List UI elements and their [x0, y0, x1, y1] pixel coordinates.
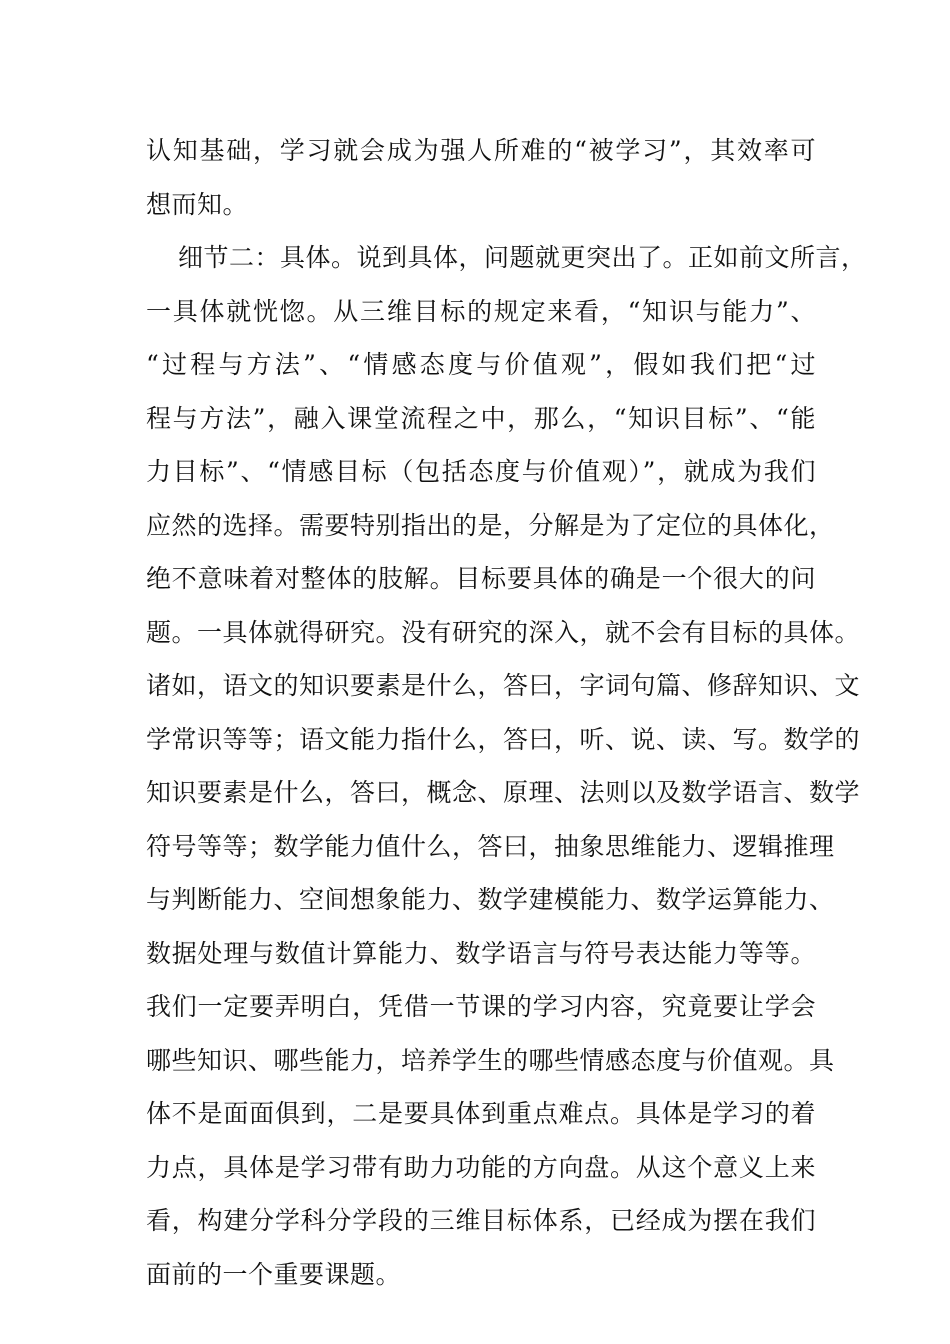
text-line: 知识要素是什么，答曰，概念、原理、法则以及数学语言、数学	[146, 778, 861, 807]
text-line: 数据处理与数值计算能力、数学语言与符号表达能力等等。	[146, 938, 816, 968]
text-line: 符号等等；数学能力值什么，答曰，抽象思维能力、逻辑推理	[146, 831, 835, 861]
text-line: 看，构建分学科分学段的三维目标体系，已经成为摆在我们	[146, 1206, 816, 1235]
text-line: 一具体就恍惚。从三维目标的规定来看，“知识与能力”、	[146, 296, 816, 326]
text-line: 体不是面面俱到，二是要具体到重点难点。具体是学习的着	[146, 1099, 816, 1128]
text-line: 力目标”、“情感目标（包括态度与价值观）”，就成为我们	[146, 457, 816, 486]
text-line: “过程与方法”、“情感态度与价值观”，假如我们把“过	[146, 350, 816, 379]
body-text	[146, 124, 867, 1301]
text-line: 与判断能力、空间想象能力、数学建模能力、数学运算能力、	[146, 885, 835, 914]
text-line: 认知基础，学习就会成为强人所难的“被学习”，其效率可	[146, 136, 816, 165]
text-line: 题。一具体就得研究。没有研究的深入，就不会有目标的具体。	[146, 617, 861, 647]
text-line: 应然的选择。需要特别指出的是，分解是为了定位的具体化，	[146, 510, 835, 540]
text-line: 绝不意味着对整体的肢解。目标要具体的确是一个很大的问	[146, 564, 816, 593]
text-line: 程与方法”，融入课堂流程之中，那么，“知识目标”、“能	[146, 403, 816, 433]
text-line: 细节二：具体。说到具体，问题就更突出了。正如前文所言，	[178, 243, 867, 272]
text-line: 面前的一个重要课题。	[146, 1259, 402, 1289]
text-line: 想而知。	[146, 189, 249, 219]
text-line: 诸如，语文的知识要素是什么，答曰，字词句篇、修辞知识、文	[146, 671, 861, 700]
text-line: 我们一定要弄明白，凭借一节课的学习内容，究竟要让学会	[146, 992, 816, 1021]
text-line: 学常识等等；语文能力指什么，答曰，听、说、读、写。数学的	[146, 724, 861, 754]
text-line: 力点，具体是学习带有助力功能的方向盘。从这个意义上来	[146, 1152, 816, 1182]
text-line: 哪些知识、哪些能力，培养学生的哪些情感态度与价值观。具	[146, 1045, 835, 1075]
